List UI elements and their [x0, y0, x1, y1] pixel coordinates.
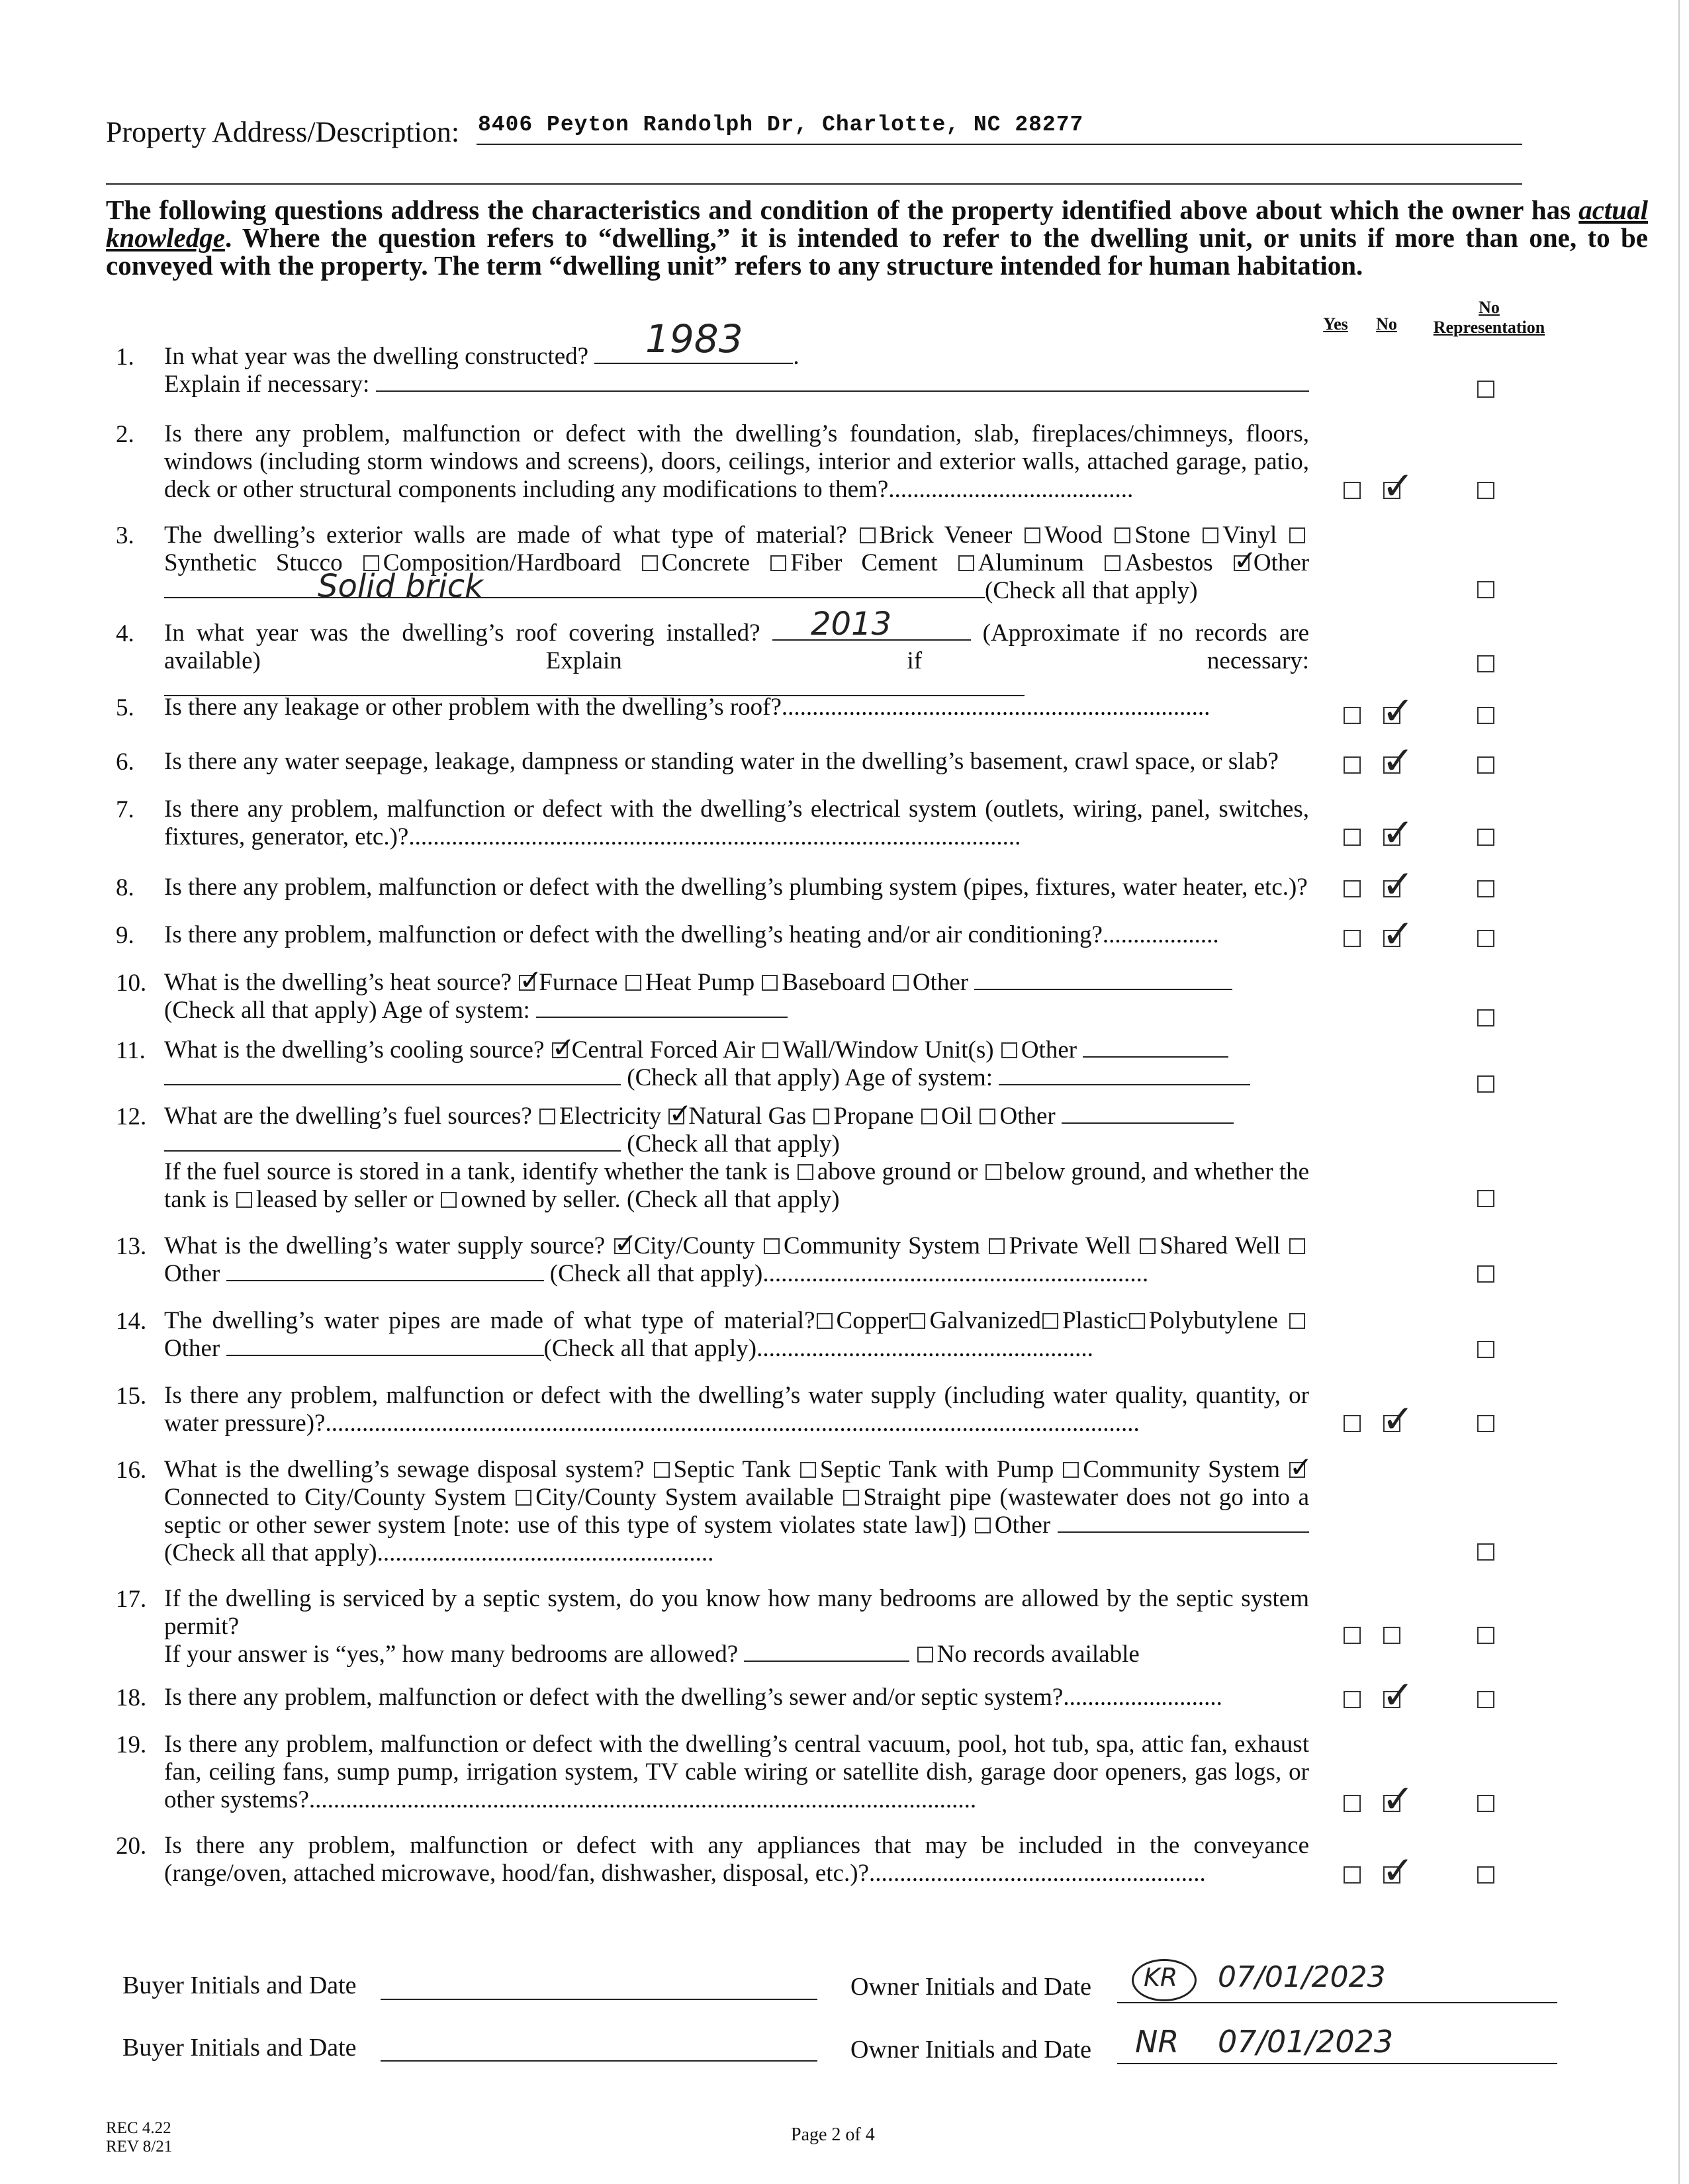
owner2-line[interactable] — [1117, 2063, 1557, 2064]
q7-no-checkmark: ✓ — [1382, 810, 1414, 855]
q15-yes-checkbox[interactable] — [1344, 1415, 1361, 1432]
q2-text: Is there any problem, malfunction or defect with the dwelling’s foundation, slab, fireplaces/chimneys, floors, windows (including storm windows and screens), doors, ceilings, interior and exterior walls, attached garage, patio, deck or other structural components including any modifications to them?........................................ — [164, 420, 1309, 503]
q3-no-rep-checkbox[interactable] — [1477, 581, 1494, 598]
q12-natural-gas-checkbox: ✓ — [668, 1097, 692, 1130]
q16-no-rep-checkbox[interactable] — [1477, 1543, 1494, 1561]
q11-number: 11. — [116, 1037, 146, 1064]
q4-no-rep-checkbox[interactable] — [1477, 655, 1494, 672]
q6-no-rep-checkbox[interactable] — [1477, 756, 1494, 774]
q19-number: 19. — [116, 1731, 147, 1758]
q9-number: 9. — [116, 922, 134, 949]
q20-no-checkmark: ✓ — [1382, 1848, 1414, 1893]
q14-text: The dwelling’s water pipes are made of what type of material? Copper Galvanized Plastic Polybutylene Other (Check all that apply)....................................................... — [164, 1307, 1309, 1363]
intro-paragraph: The following questions address the characteristics and condition of the property identified above about which the owner has actual knowledge. Where the question refers to “dwelling,” it is intended to refer to the dwelling unit, or units if more than one, to be conveyed with the property. The term “dwelling unit” refers to any structure intended for human habitation. — [106, 195, 1648, 281]
q11-central-air-checkbox: ✓ — [551, 1031, 575, 1064]
q10-furnace-checkbox: ✓ — [519, 964, 543, 996]
q20-no-rep-checkbox[interactable] — [1477, 1866, 1494, 1884]
q6-no-checkmark: ✓ — [1382, 738, 1414, 783]
q18-number: 18. — [116, 1684, 147, 1711]
q7-yes-checkbox[interactable] — [1344, 829, 1361, 846]
q18-no-rep-checkbox[interactable] — [1477, 1691, 1494, 1708]
q8-no-rep-checkbox[interactable] — [1477, 880, 1494, 897]
q12-no-rep-checkbox[interactable] — [1477, 1190, 1494, 1207]
buyer2-label: Buyer Initials and Date — [122, 2034, 357, 2062]
q5-yes-checkbox[interactable] — [1344, 707, 1361, 724]
q9-no-checkmark: ✓ — [1382, 911, 1414, 956]
q11-text: What is the dwelling’s cooling source? ✓ Central Forced Air Wall/Window Unit(s) Other (Check all that apply) Age of system: — [164, 1036, 1309, 1092]
q17-number: 17. — [116, 1586, 147, 1613]
owner1-initials[interactable]: KR — [1144, 1963, 1178, 1992]
q1-number: 1. — [116, 343, 134, 371]
q19-text: Is there any problem, malfunction or defect with the dwelling’s central vacuum, pool, hot tub, spa, attic fan, exhaust fan, ceiling fans, sump pump, irrigation system, TV cable wiring or satellite dish, garage door openers, gas logs, or other systems?............................................................................................................. — [164, 1731, 1309, 1813]
footer-form-code: REC 4.22 REV 8/21 — [106, 2119, 173, 2156]
q2-yes-checkbox[interactable] — [1344, 482, 1361, 499]
q9-yes-checkbox[interactable] — [1344, 930, 1361, 947]
col-header-no: No — [1376, 314, 1397, 334]
owner2-date[interactable]: 07/01/2023 — [1218, 2024, 1394, 2060]
q13-no-rep-checkbox[interactable] — [1477, 1265, 1494, 1283]
q7-no-rep-checkbox[interactable] — [1477, 829, 1494, 846]
footer-page-number: Page 2 of 4 — [791, 2124, 875, 2145]
q2-no-rep-checkbox[interactable] — [1477, 482, 1494, 499]
q3-other-answer[interactable]: Solid brick — [318, 568, 483, 605]
q20-text: Is there any problem, malfunction or defect with any appliances that may be included in the conveyance (range/oven, attached microwave, hood/fan, dishwasher, disposal, etc.)?....................................................... — [164, 1832, 1309, 1887]
q6-yes-checkbox[interactable] — [1344, 756, 1361, 774]
q8-no-checkmark: ✓ — [1382, 862, 1414, 907]
q1-no-rep-checkbox[interactable] — [1477, 381, 1494, 398]
q20-yes-checkbox[interactable] — [1344, 1866, 1361, 1884]
q8-number: 8. — [116, 874, 134, 901]
col-header-no-rep: No Representation — [1433, 298, 1545, 337]
q17-no-checkbox[interactable] — [1383, 1627, 1400, 1644]
q20-number: 20. — [116, 1833, 147, 1860]
q13-city-county-checkbox: ✓ — [614, 1227, 637, 1259]
q17-text: If the dwelling is serviced by a septic system, do you know how many bedrooms are allowed by the septic system permit? If your answer is “yes,” how many bedrooms are allowed? No records available — [164, 1585, 1309, 1668]
q6-text: Is there any water seepage, leakage, dampness or standing water in the dwelling’s basement, crawl space, or slab? — [164, 748, 1279, 775]
q4-year-answer[interactable]: 2013 — [811, 606, 892, 643]
q2-no-checkmark: ✓ — [1382, 463, 1414, 508]
q15-no-checkmark: ✓ — [1382, 1396, 1414, 1441]
q8-text: Is there any problem, malfunction or defect with the dwelling’s plumbing system (pipes, fixtures, water heater, etc.)? — [164, 874, 1308, 901]
q16-number: 16. — [116, 1457, 147, 1484]
q4-text: In what year was the dwelling’s roof covering installed? (Approximate if no records are available) Explain if necessary: — [164, 619, 1309, 703]
q19-yes-checkbox[interactable] — [1344, 1795, 1361, 1812]
q18-yes-checkbox[interactable] — [1344, 1691, 1361, 1708]
q7-text: Is there any problem, malfunction or defect with the dwelling’s electrical system (outlets, wiring, panel, switches, fixtures, generator, etc.)?.................................................................................................... — [164, 796, 1309, 850]
q18-no-checkmark: ✓ — [1382, 1672, 1414, 1717]
q19-no-rep-checkbox[interactable] — [1477, 1795, 1494, 1812]
q19-no-checkmark: ✓ — [1382, 1776, 1414, 1821]
scan-edge-line — [1678, 0, 1680, 2184]
q15-number: 15. — [116, 1383, 147, 1410]
q16-text: What is the dwelling’s sewage disposal system? Septic Tank Septic Tank with Pump Community System ✓ Connected to City/County System City/County System available Straight pipe (wastewater does not go into a septic or other sewer system [note: use of this type of system violates state law]) Other (Check all that apply)....................................................... — [164, 1451, 1313, 1567]
q2-number: 2. — [116, 421, 134, 448]
q3-other-checkbox — [1233, 544, 1257, 576]
buyer1-line[interactable] — [381, 1999, 817, 2000]
q8-yes-checkbox[interactable] — [1344, 880, 1361, 897]
q14-no-rep-checkbox[interactable] — [1477, 1341, 1494, 1358]
q12-text: What are the dwelling’s fuel sources? Electricity ✓ Natural Gas Propane Oil Other (Check all that apply) If the fuel source is stored in a tank, identify whether the tank is above ground or below ground, and whether the tank is leased by seller or owned by seller. (Check all that apply) — [164, 1097, 1310, 1213]
q12-number: 12. — [116, 1103, 147, 1130]
q15-text: Is there any problem, malfunction or defect with the dwelling’s water supply (including water quality, quantity, or water pressure)?..................................................................................................................................... — [164, 1382, 1309, 1437]
q5-number: 5. — [116, 694, 134, 721]
address-value[interactable]: 8406 Peyton Randolph Dr, Charlotte, NC 28277 — [478, 113, 1084, 137]
q10-text: What is the dwelling’s heat source? ✓ Furnace Heat Pump Baseboard Other (Check all that apply) Age of system: — [164, 969, 1309, 1024]
header-divider — [106, 183, 1522, 185]
q6-number: 6. — [116, 749, 134, 776]
q13-number: 13. — [116, 1233, 147, 1260]
owner1-label: Owner Initials and Date — [850, 1973, 1092, 2001]
col-header-yes: Yes — [1323, 314, 1348, 334]
q4-number: 4. — [116, 620, 134, 647]
q17-yes-checkbox[interactable] — [1344, 1627, 1361, 1644]
buyer1-label: Buyer Initials and Date — [122, 1972, 357, 1999]
q10-number: 10. — [116, 970, 147, 997]
q17-no-rep-checkbox[interactable] — [1477, 1627, 1494, 1644]
owner2-initials[interactable]: NR — [1135, 2024, 1179, 2060]
q9-text: Is there any problem, malfunction or defect with the dwelling’s heating and/or air conditioning?................... — [164, 921, 1219, 948]
q13-text: What is the dwelling’s water supply source? ✓ City/County Community System Private Well Shared Well Other (Check all that apply)............................................................... — [164, 1232, 1309, 1288]
owner2-label: Owner Initials and Date — [850, 2036, 1092, 2064]
q10-no-rep-checkbox[interactable] — [1477, 1009, 1494, 1026]
address-label: Property Address/Description: — [106, 116, 460, 148]
actual-knowledge-emphasis: actual knowledge — [106, 195, 1648, 253]
q15-no-rep-checkbox[interactable] — [1477, 1415, 1494, 1432]
q3-other-checkmark: ✓ — [1233, 544, 1257, 576]
q3-number: 3. — [116, 522, 134, 549]
buyer2-line[interactable] — [381, 2060, 817, 2062]
q11-no-rep-checkbox[interactable] — [1477, 1075, 1494, 1093]
q1-year-blank — [594, 362, 793, 364]
q5-text: Is there any leakage or other problem with the dwelling’s roof?...................................................................... — [164, 694, 1210, 721]
q5-no-rep-checkbox[interactable] — [1477, 707, 1494, 724]
q5-no-checkmark: ✓ — [1382, 688, 1414, 733]
q1-year-answer[interactable]: 1983 — [645, 316, 743, 361]
q16-city-system-checkbox: ✓ — [1289, 1451, 1313, 1483]
q14-number: 14. — [116, 1308, 147, 1335]
address-underline — [477, 144, 1522, 145]
q3-text: The dwelling’s exterior walls are made of what type of material? Brick Veneer Wood Stone Vinyl Synthetic Stucco Composition/Hardboard Concrete Fiber Cement Aluminum Asbestos ✓ Other (Check all that apply) — [164, 522, 1310, 604]
owner1-line[interactable] — [1117, 2002, 1557, 2003]
q9-no-rep-checkbox[interactable] — [1477, 930, 1494, 947]
owner1-date[interactable]: 07/01/2023 — [1218, 1960, 1386, 1994]
q18-text: Is there any problem, malfunction or defect with the dwelling’s sewer and/or septic system?.......................... — [164, 1684, 1222, 1711]
q7-number: 7. — [116, 796, 134, 823]
q1-text: In what year was the dwelling constructed? . Explain if necessary: — [164, 343, 1309, 398]
